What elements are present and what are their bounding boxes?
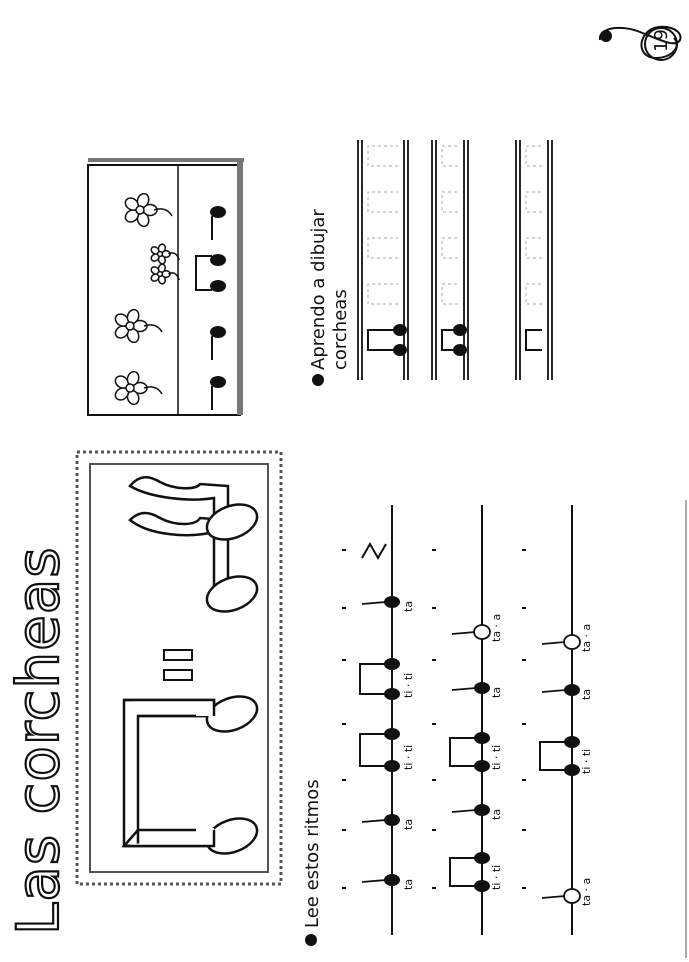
practice-staff: [358, 140, 408, 380]
note-stem: [452, 688, 476, 690]
quarter-note-head: [384, 814, 400, 826]
note-stem: [542, 690, 566, 692]
quarter-note-head: [384, 596, 400, 608]
drawing-practice: [358, 140, 552, 380]
half-note-head: [564, 635, 580, 649]
equals-sign: [164, 650, 192, 680]
eighth-beam: [450, 858, 476, 886]
rhythm-exercises: [342, 505, 593, 935]
section-read-label: Lee estos ritmos: [302, 779, 323, 928]
eighth-note-head: [474, 732, 490, 744]
trace-eighth: [526, 192, 542, 212]
note-stem: [362, 602, 386, 604]
syllable-label: ti · ti: [402, 672, 415, 698]
trace-eighth: [526, 330, 542, 350]
syllable-label: ta · a: [490, 613, 503, 642]
quarter-note-head: [564, 684, 580, 696]
rhythm-row: [432, 505, 503, 935]
eighth-beam: [540, 742, 566, 770]
eighth-note-head: [453, 344, 467, 356]
syllable-label: ta: [402, 818, 415, 830]
eighth-note-head: [393, 324, 407, 336]
trace-eighth: [442, 192, 458, 212]
eighth-beam: [360, 664, 386, 694]
trace-eighth: [368, 238, 398, 258]
syllable-label: ta: [402, 878, 415, 890]
syllable-label: ta: [490, 686, 503, 698]
section-draw-label-1: Aprendo a dibujar: [308, 209, 329, 370]
note-stem: [452, 632, 475, 634]
quarter-rest-icon: [362, 544, 386, 558]
flower-center: [136, 206, 144, 214]
eighth-note-head: [210, 280, 226, 292]
page-number: 19: [651, 29, 672, 52]
trace-eighth: [368, 330, 398, 350]
eighth-note-head: [384, 658, 400, 670]
syllable-label: ta: [490, 808, 503, 820]
syllable-label: ti · ti: [580, 748, 593, 774]
bullet-icon: [305, 934, 317, 946]
eighth-note-head: [393, 344, 407, 356]
eighth-note-head: [384, 760, 400, 772]
syllable-label: ti · ti: [490, 864, 503, 890]
trace-eighth: [368, 192, 398, 212]
quarter-note-head: [474, 804, 490, 816]
note-stem: [542, 896, 565, 898]
eighth-note-head: [474, 880, 490, 892]
practice-staff: [516, 140, 552, 380]
flower-center: [158, 272, 163, 277]
note-stem: [362, 820, 386, 822]
flower-center: [126, 322, 134, 330]
syllable-label: ta · a: [580, 623, 593, 652]
flower-center: [158, 252, 163, 257]
note-stem: [452, 810, 476, 812]
note-stem: [542, 642, 565, 644]
half-note-head: [474, 625, 490, 639]
eighth-beam: [450, 738, 476, 766]
section-draw-label-2: corcheas: [330, 289, 351, 370]
trace-eighth: [442, 146, 458, 166]
trace-eighth: [526, 238, 542, 258]
eighth-note-head: [453, 324, 467, 336]
syllable-label: ti · ti: [402, 744, 415, 770]
syllable-label: ta: [580, 688, 593, 700]
bullet-icon: [312, 374, 324, 386]
syllable-label: ta · a: [580, 877, 593, 906]
practice-staff: [432, 140, 468, 380]
trace-eighth: [442, 238, 458, 258]
flower-center: [126, 384, 134, 392]
trace-eighth: [442, 284, 458, 304]
quarter-note-head: [384, 874, 400, 886]
eighth-beam: [360, 734, 386, 766]
eighth-note-single-outline: [130, 477, 262, 618]
eighth-note-head: [384, 688, 400, 700]
quarter-note-head: [474, 682, 490, 694]
eighth-note-head: [384, 728, 400, 740]
page-title: Las corcheas: [4, 546, 72, 935]
note-stem: [362, 880, 386, 882]
eighth-note-head: [210, 254, 226, 266]
trace-eighth: [368, 284, 398, 304]
trace-eighth: [526, 146, 542, 166]
syllable-label: ti · ti: [490, 744, 503, 770]
syllable-label: ta: [402, 600, 415, 612]
half-note-head: [564, 889, 580, 903]
trace-eighth: [368, 146, 398, 166]
eighth-note-head: [474, 852, 490, 864]
rhythm-row: [522, 505, 593, 935]
trace-eighth: [526, 284, 542, 304]
eighth-note-pair-outline: [124, 690, 262, 860]
rhythm-row: [342, 505, 415, 935]
eighth-note-head: [564, 764, 580, 776]
eighth-note-head: [564, 736, 580, 748]
eighth-note-head: [474, 760, 490, 772]
